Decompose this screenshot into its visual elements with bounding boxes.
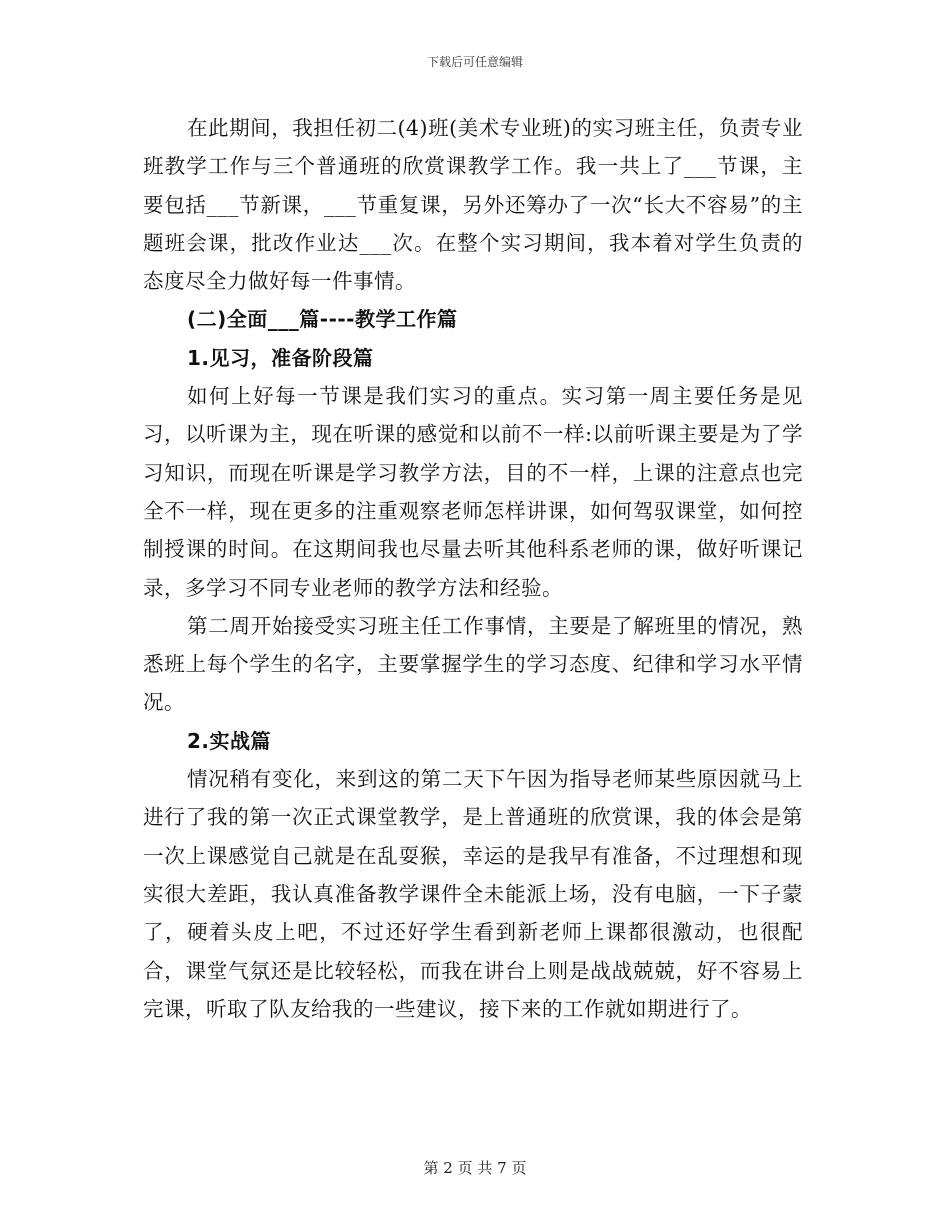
subheading-observation-stage: 1.见习，准备阶段篇	[187, 345, 374, 370]
subheading-practice: 2.实战篇	[187, 728, 272, 753]
paragraph-internship-overview: 在此期间，我担任初二(4)班(美术专业班)的实习班主任，负责专业班教学工作与三个普通班的欣赏课教学工作。我一共上了___节课，主要包括___节新课，___节重复课，另外还筹办了一次“长大不容易”的主题班会课，批改作业达___次。在整个实习期间，我本着对学生负责的态度尽全力做好每一件事情。	[143, 116, 803, 294]
document-body	[143, 109, 803, 1028]
page-footer-page-number: 第 2 页 共 7 页	[423, 1159, 527, 1177]
section-heading-teaching-work: (二)全面___篇----教学工作篇	[187, 307, 458, 332]
paragraph-observation: 如何上好每一节课是我们实习的重点。实习第一周主要任务是见习，以听课为主，现在听课的感觉和以前不一样:以前听课主要是为了学习知识，而现在听课是学习教学方法，目的不一样，上课的注意点也完全不一样，现在更多的注重观察老师怎样讲课，如何驾驭课堂，如何控制授课的时间。在这期间我也尽量去听其他科系老师的课，做好听课记录，多学习不同专业老师的教学方法和经验。	[143, 384, 803, 600]
paragraph-first-lesson: 情况稍有变化，来到这的第二天下午因为指导老师某些原因就马上进行了我的第一次正式课堂教学，是上普通班的欣赏课，我的体会是第一次上课感觉自己就是在乱耍猴，幸运的是我早有准备，不过理想和现实很大差距，我认真准备教学课件全未能派上场，没有电脑，一下子蒙了，硬着头皮上吧，不过还好学生看到新老师上课都很激动，也很配合，课堂气氛还是比较轻松，而我在讲台上则是战战兢兢，好不容易上完课，听取了队友给我的一些建议，接下来的工作就如期进行了。	[143, 767, 803, 1021]
page-header-note: 下载后可任意编辑	[426, 55, 523, 69]
paragraph-head-teacher-work: 第二周开始接受实习班主任工作事情，主要是了解班里的情况，熟悉班上每个学生的名字，主要掌握学生的学习态度、纪律和学习水平情况。	[143, 613, 803, 715]
